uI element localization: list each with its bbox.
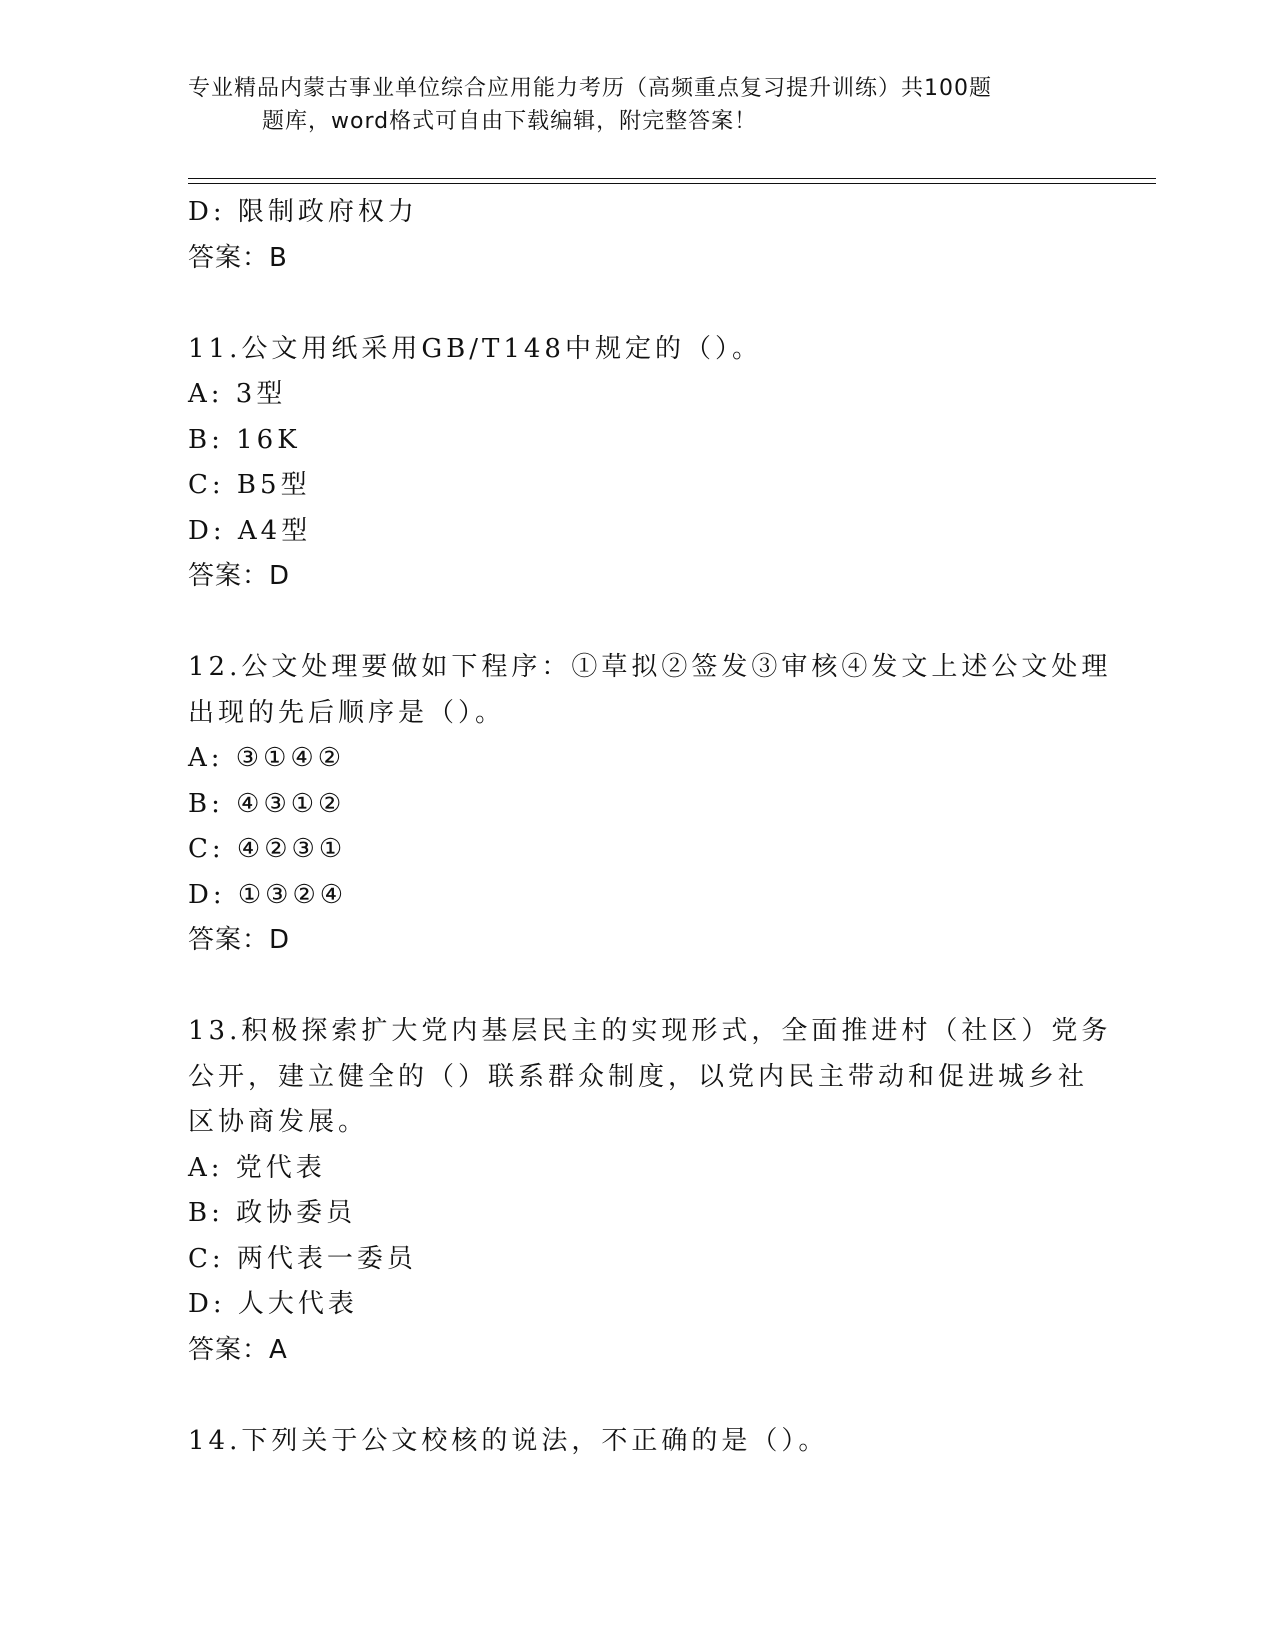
question-stem-line-1: 12.公文处理要做如下程序：①草拟②签发③审核④发文上述公文处理 [188, 652, 1112, 682]
question-14 [188, 1419, 1088, 1465]
option-d: D: A4型 [188, 515, 312, 546]
option-b: B: ④③①② [188, 788, 346, 819]
option-c: C: B5型 [188, 470, 311, 500]
question-13 [188, 1009, 1112, 1373]
question-stem-line-3: 区协商发展。 [188, 1107, 369, 1137]
answer: 答案：D [188, 561, 291, 591]
question-stem-line-1: 13.积极探索扩大党内基层民主的实现形式，全面推进村（社区）党务 [188, 1016, 1112, 1046]
question-11 [188, 327, 1088, 600]
option-a: A: ③①④② [188, 743, 346, 773]
prev-answer: 答案：B [188, 242, 288, 273]
spacer [188, 964, 1088, 1010]
option-c: C: ④②③① [188, 834, 347, 864]
spacer [188, 281, 1088, 327]
option-a: A: 3型 [188, 379, 287, 409]
document-body [188, 190, 1112, 1464]
option-b: B: 政协委员 [188, 1198, 357, 1228]
document-header [188, 72, 1088, 138]
question-stem: 11.公文用纸采用GB/T148中规定的（）。 [188, 333, 762, 364]
option-a: A: 党代表 [188, 1152, 326, 1183]
question-stem: 14.下列关于公文校核的说法，不正确的是（）。 [188, 1425, 829, 1456]
header-rule-top [188, 178, 1156, 179]
prev-option-d: D: 限制政府权力 [188, 197, 418, 227]
question-stem-line-2: 公开，建立健全的（）联系群众制度，以党内民主带动和促进城乡社 [188, 1061, 1089, 1092]
option-c: C: 两代表一委员 [188, 1243, 417, 1274]
answer: 答案：A [188, 1334, 288, 1365]
option-d: D: ①③②④ [188, 879, 348, 910]
spacer [188, 600, 1088, 646]
option-d: D: 人大代表 [188, 1289, 358, 1319]
answer: 答案：D [188, 925, 291, 955]
question-stem-line-2: 出现的先后顺序是（）。 [188, 697, 506, 728]
header-rule-bottom [188, 183, 1156, 184]
spacer [188, 1373, 1088, 1419]
header-title-line-2: 题库，word格式可自由下载编辑，附完整答案！ [262, 109, 758, 134]
option-b: B: 16K [188, 424, 301, 455]
header-title-line-1: 专业精品内蒙古事业单位综合应用能力考历（高频重点复习提升训练）共100题 [188, 76, 992, 101]
question-12 [188, 645, 1112, 964]
